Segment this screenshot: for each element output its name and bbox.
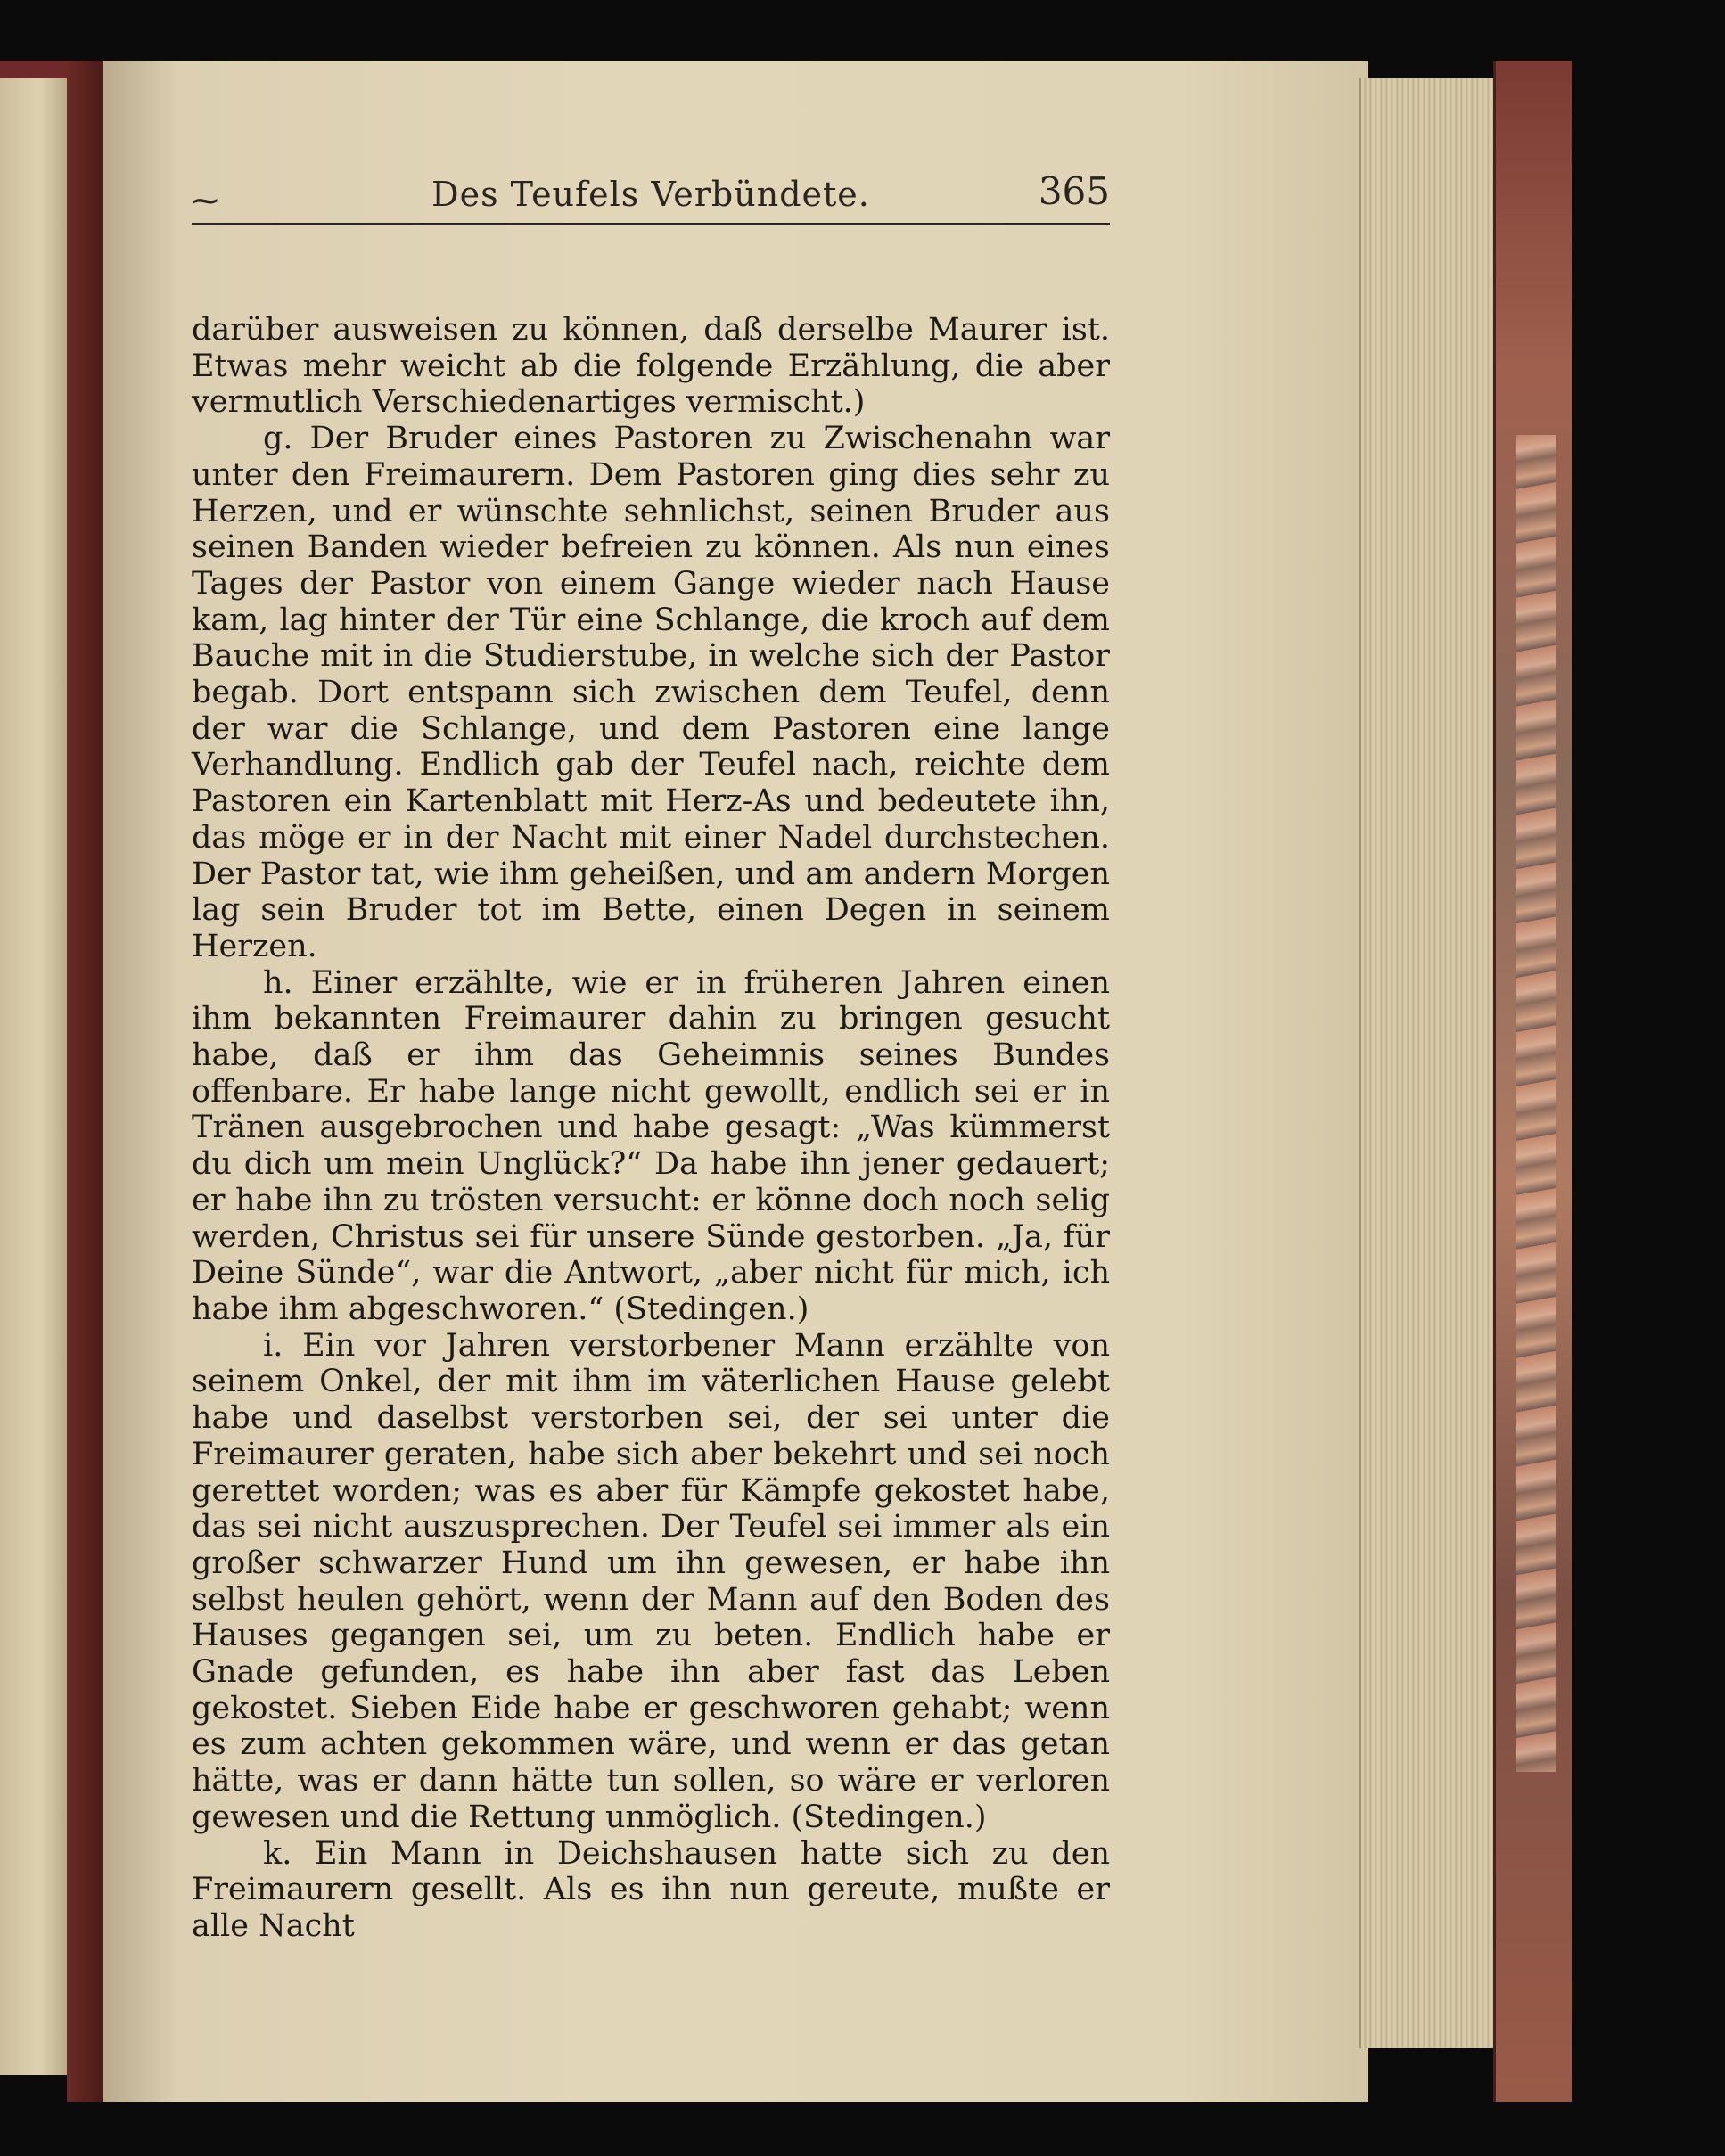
book-gutter bbox=[67, 61, 103, 2102]
page-number: 365 bbox=[1038, 169, 1110, 213]
paragraph-g: g. Der Bruder eines Pastoren zu Zwischenahn war unter den Freimaurern. Dem Pastoren ging dies sehr zu Herzen, und er wünschte sehnlichst, seinen Bruder aus seinen Banden wieder befreien zu können. Als nun eines Tages der Pastor von einem Gange wieder nach Hause kam, lag hinter der Tür eine Schlange, die kroch auf dem Bauche mit in die Studierstube, in welche sich der Pastor begab. Dort entspann sich zwischen dem Teufel, denn der war die Schlange, und dem Pastoren eine lange Verhandlung. Endlich gab der Teufel nach, reichte dem Pastoren ein Kartenblatt mit Herz-As und bedeutete ihn, das möge er in der Nacht mit einer Nadel durchstechen. Der Pastor tat, wie ihm geheißen, und am andern Morgen lag sein Bruder tot im Bette, einen Degen in seinem Herzen. bbox=[192, 421, 1110, 964]
paragraph: darüber ausweisen zu können, daß derselbe Maurer ist. Etwas mehr weicht ab die folgende Erzählung, die aber vermutlich Verschiedenartiges vermischt.) bbox=[192, 312, 1110, 421]
header-marker: ⁓ bbox=[192, 185, 218, 217]
paragraph-h: h. Einer erzählte, wie er in früheren Jahren einen ihm bekannten Freimaurer dahin zu bringen gesucht habe, daß er ihm das Geheimnis seines Bundes offenbare. Er habe lange nicht gewollt, endlich sei er in Tränen ausgebrochen und habe gesagt: „Was kümmerst du dich um mein Unglück?“ Da habe ihn jener gedauert; er habe ihn zu trösten versucht: er könne doch noch selig werden, Christus sei für unsere Sünde gestorben. „Ja, für Deine Sünde“, war die Antwort, „aber nicht für mich, ich habe ihm abgeschworen.“ (Stedingen.) bbox=[192, 964, 1110, 1327]
paragraph-k: k. Ein Mann in Deichshausen hatte sich zu den Freimaurern gesellt. Als es ihn nun gereute, mußte er alle Nacht bbox=[192, 1835, 1110, 1944]
header-rule bbox=[192, 223, 1110, 225]
body-text bbox=[192, 312, 1110, 1945]
paragraph-i: i. Ein vor Jahren verstorbener Mann erzählte von seinem Onkel, der mit ihm im väterlichen Hause gelebt habe und daselbst verstorben sei, der sei unter die Freimaurer geraten, habe sich aber bekehrt und sei noch gerettet worden; was es aber für Kämpfe gekostet habe, das sei nicht auszusprechen. Der Teufel sei immer als ein großer schwarzer Hund um ihn gewesen, er habe ihn selbst heulen gehört, wenn der Mann auf den Boden des Hauses gegangen sei, um zu beten. Endlich habe er Gnade gefunden, es habe ihn aber fast das Leben gekostet. Sieben Eide habe er geschworen gehabt; wenn es zum achten gekommen wäre, und wenn er das getan hätte, was er dann hätte tun sollen, so wäre er verloren gewesen und die Rettung unmöglich. (Stedingen.) bbox=[192, 1327, 1110, 1835]
marbled-endpaper bbox=[1516, 435, 1556, 1772]
page-block-edges bbox=[1359, 78, 1495, 2048]
running-title: Des Teufels Verbündete. bbox=[431, 175, 870, 214]
left-page-edge bbox=[0, 78, 69, 2075]
